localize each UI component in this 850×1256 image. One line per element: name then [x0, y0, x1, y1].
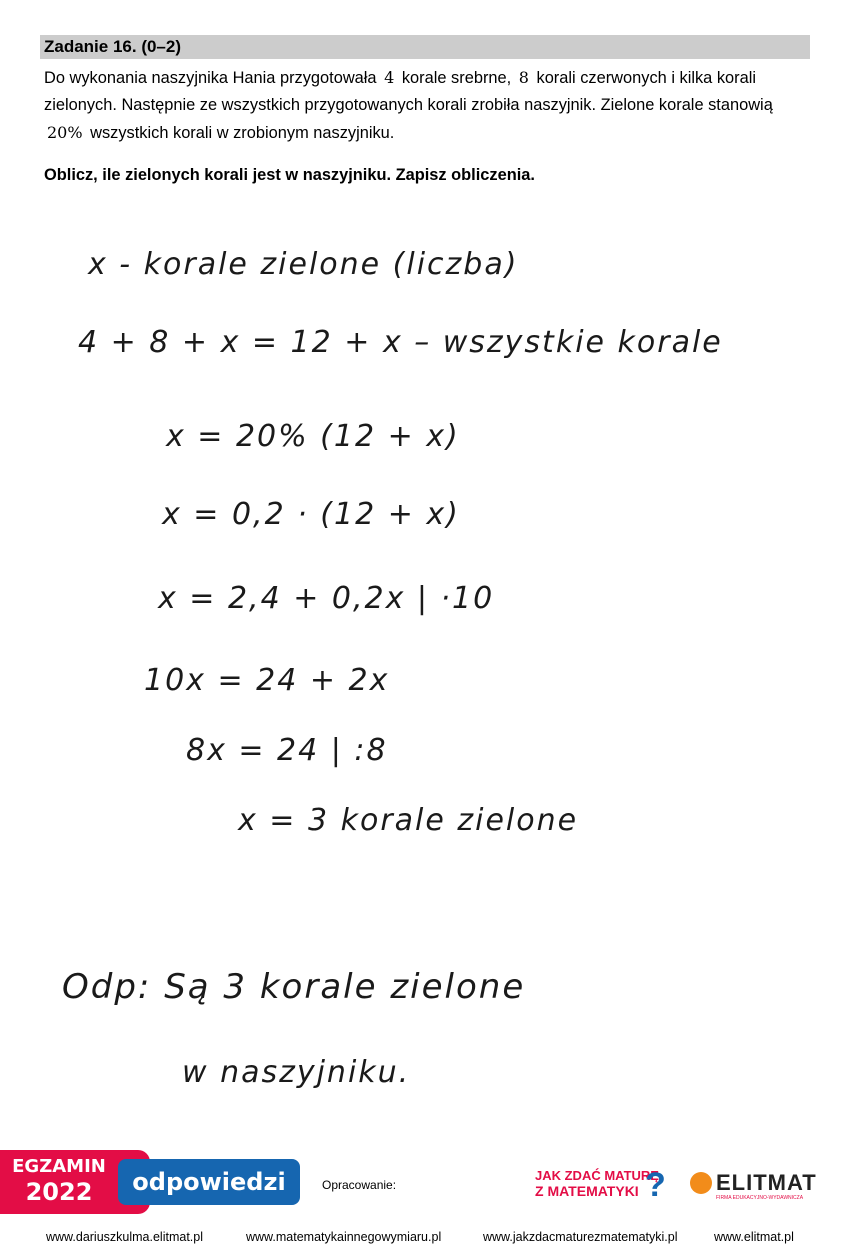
jak-zdac-logo-line2: Z MATEMATYKI [535, 1183, 639, 1199]
credit-label: Opracowanie: [322, 1178, 397, 1192]
solution-line-2: 4 + 8 + x = 12 + x – wszystkie korale [78, 325, 723, 360]
question-mark-icon: ? [645, 1166, 666, 1204]
task-text-part1: Do wykonania naszyjnika Hania przygotowała [44, 69, 377, 87]
solution-line-4: x = 0,2 · (12 + x) [162, 497, 460, 532]
solution-line-8: x = 3 korale zielone [238, 803, 579, 838]
number-silver: 4 [384, 68, 395, 87]
exam-badge-year: 2022 [25, 1178, 93, 1206]
footer-link-elitmat[interactable]: www.elitmat.pl [714, 1230, 794, 1244]
footer-link-jakzdac[interactable]: www.jakzdacmaturezmatematyki.pl [483, 1230, 678, 1244]
exam-badge-label: EGZAMIN [12, 1156, 106, 1177]
percent-green: 20% [47, 123, 83, 142]
number-red: 8 [518, 68, 529, 87]
task-text [44, 64, 814, 147]
task-instruction: Oblicz, ile zielonych korali jest w naszyjniku. Zapisz obliczenia. [44, 166, 535, 184]
answers-badge: odpowiedzi [118, 1159, 300, 1205]
jak-zdac-logo-line1: JAK ZDAĆ MATURĘ [535, 1168, 659, 1183]
jak-zdac-logo [535, 1166, 666, 1204]
elitmat-logo [690, 1170, 820, 1200]
footer [0, 1150, 850, 1256]
footer-link-kulma[interactable]: www.dariuszkulma.elitmat.pl [46, 1230, 203, 1244]
footer-link-matematyka[interactable]: www.matematykainnegowymiaru.pl [246, 1230, 442, 1244]
task-title: Zadanie 16. (0–2) [44, 37, 182, 56]
answer-line-1: Odp: Są 3 korale zielone [62, 967, 526, 1007]
solution-line-7: 8x = 24 | :8 [186, 733, 388, 768]
answer-line-2: w naszyjniku. [182, 1055, 411, 1090]
elitmat-logo-text: ELITMAT [716, 1170, 817, 1195]
solution-line-6: 10x = 24 + 2x [144, 663, 390, 698]
task-text-part2: korale srebrne, [401, 69, 512, 87]
elitmat-logo-subtitle: FIRMA EDUKACYJNO-WYDAWNICZA [716, 1195, 804, 1201]
task-text-part3: korali czerwonych i kilka korali zielonych. Następnie ze wszystkich przygotowanych korali zrobiła naszyjnik. Zielone korale stanowią [44, 69, 773, 114]
task-header [40, 35, 810, 59]
solution-line-3: x = 20% (12 + x) [166, 419, 460, 454]
elitmat-logo-icon [690, 1172, 712, 1194]
solution-line-5: x = 2,4 + 0,2x | ·10 [158, 581, 495, 616]
solution-line-1: x - korale zielone (liczba) [88, 247, 519, 282]
task-text-part4: wszystkich korali w zrobionym naszyjniku. [90, 124, 395, 142]
